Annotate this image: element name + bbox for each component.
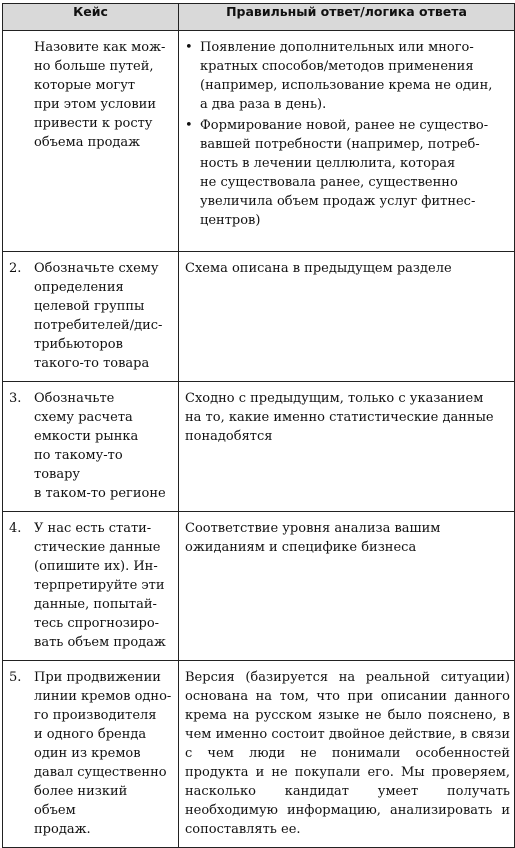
bullet-icon: • bbox=[185, 118, 193, 133]
case-text: Обозначьте схему расчета емкости рынка по такому-то товару в таком-то регионе bbox=[34, 391, 166, 501]
answer-bullet bbox=[185, 116, 510, 230]
case-number: 4. bbox=[9, 521, 22, 536]
case-number bbox=[9, 38, 34, 152]
case-text: При продвижении линии кремов одно- го производителя и одного бренда один из кремов давал существенно более низкий объем продаж. bbox=[34, 670, 172, 837]
answer-text: Сходно с предыдущим, только с указанием на то, какие именно статистические данные понадобятся bbox=[185, 391, 494, 444]
case-number: 2. bbox=[9, 261, 22, 276]
case-cell bbox=[3, 512, 179, 661]
table-row bbox=[3, 512, 515, 661]
table-row bbox=[3, 661, 515, 848]
cases-table bbox=[2, 3, 515, 848]
table-row bbox=[3, 31, 515, 252]
answer-text: Соответствие уровня анализа вашим ожиданиям и специфике бизнеса bbox=[185, 521, 441, 555]
case-cell bbox=[3, 661, 179, 848]
case-number: 3. bbox=[9, 391, 22, 406]
answer-bullet-text: Появление дополнительных или много- кратных способов/методов применения (например, использование крема не один, а два раза в день). bbox=[200, 40, 493, 112]
answer-cell bbox=[179, 382, 515, 512]
answer-bullet-text: Формирование новой, ранее не существо- вавшей потребности (например, потреб- ность в лечении целлюлита, которая не существовала ранее, существенно увеличила объем продаж услуг фитнес- центров) bbox=[200, 118, 489, 228]
answer-text: Схема описана в предыдущем разделе bbox=[185, 261, 452, 276]
header-case: Кейс bbox=[3, 4, 179, 31]
header-answer: Правильный ответ/логика ответа bbox=[179, 4, 515, 31]
case-text: Назовите как мож- но больше путей, которые могут при этом условии привести к росту объема продаж bbox=[34, 40, 166, 150]
case-cell bbox=[3, 382, 179, 512]
bullet-icon: • bbox=[185, 40, 193, 55]
case-text: Обозначьте схему определения целевой группы потребителей/дис- трибьюторов такого-то товара bbox=[34, 261, 163, 371]
case-cell bbox=[3, 252, 179, 382]
answer-cell bbox=[179, 252, 515, 382]
case-number: 5. bbox=[9, 670, 22, 685]
case-text: У нас есть стати- стические данные (опишите их). Ин- терпретируйте эти данные, попытай- тесь спрогнозиро- вать объем продаж bbox=[34, 521, 166, 650]
answer-cell bbox=[179, 31, 515, 252]
table-row bbox=[3, 252, 515, 382]
case-cell bbox=[3, 31, 179, 252]
answer-cell bbox=[179, 661, 515, 848]
answer-bullet bbox=[185, 38, 510, 114]
table-header-row bbox=[3, 4, 515, 31]
table-row bbox=[3, 382, 515, 512]
answer-text: Версия (базируется на реальной ситуации) основана на том, что при описании данного крема на русском языке не было пояснено, в чем именно состоит двойное действие, в связи с чем люди не понимали особенностей продукта и не покупали его. Мы проверяем, насколько кандидат умеет получать необходимую информацию, анализировать и сопоставлять ее. bbox=[185, 670, 510, 837]
answer-cell bbox=[179, 512, 515, 661]
